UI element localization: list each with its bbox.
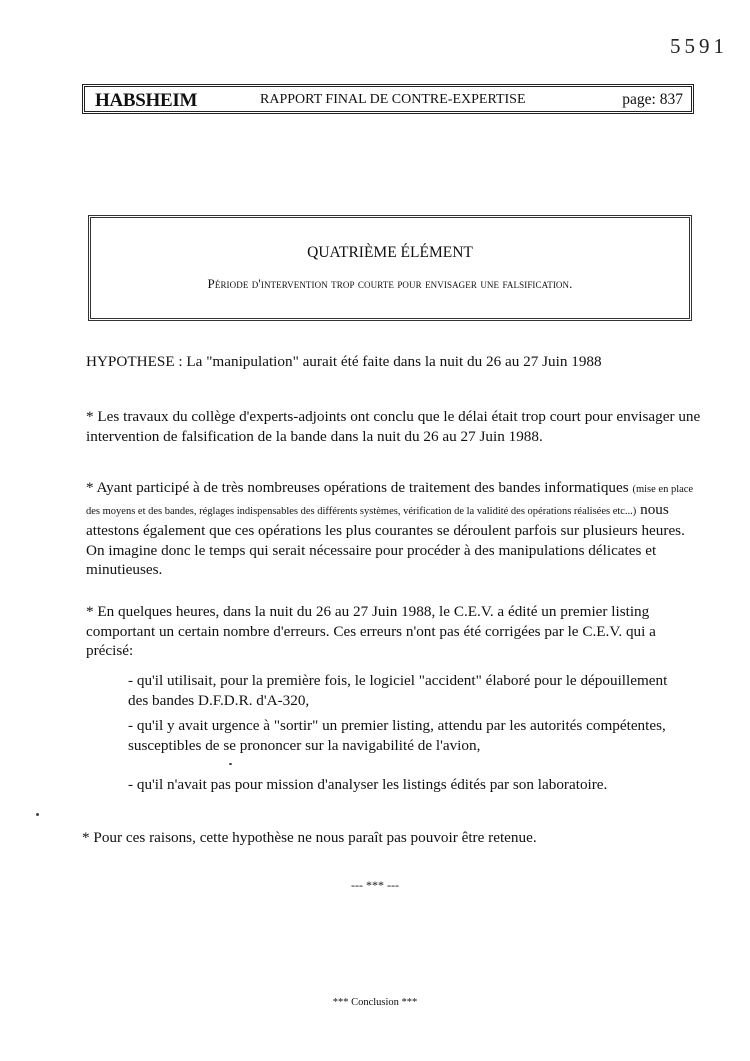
header-title: RAPPORT FINAL DE CONTRE-EXPERTISE: [260, 92, 526, 107]
section-title: QUATRIÈME ÉLÉMENT: [307, 244, 473, 261]
section-subtitle: Période d'intervention trop courte pour envisager une falsification.: [207, 276, 573, 291]
paragraph-2-start: * Ayant participé à de très nombreuses opérations de traitement des bandes informatiques: [86, 479, 633, 496]
header-brand: HABSHEIM: [95, 90, 198, 111]
bullet-item: - qu'il n'avait pas pour mission d'analyser les listings édités par son laboratoire.: [128, 776, 608, 793]
header-page-number: page: 837: [622, 91, 683, 108]
scan-speck: [36, 813, 39, 816]
bullet-item: - qu'il y avait urgence à "sortir" un premier listing, attendu par les autorités compétentes, susceptibles de se prononcer sur la navigabilité de l'avion,: [128, 717, 666, 754]
document-number: 5591: [670, 34, 728, 58]
section-title-box: [88, 215, 692, 321]
paragraph-2-end: nous attestons également que ces opérations les plus courantes se déroulent parfois sur plusieurs heures. On imagine donc le temps qui serait nécessaire pour procéder à des manipulations délicates et minutieuses.: [86, 500, 685, 578]
paragraph-2-aside: (mise en place des moyens et des bandes, réglages indispensables des différents systèmes, vérification de la validité des opérations réalisées etc...): [86, 484, 694, 517]
bullet-item: - qu'il utilisait, pour la première fois, le logiciel "accident" élaboré pour le dépouillement des bandes D.F.D.R. d'A-320,: [128, 672, 668, 709]
paragraph-3: * En quelques heures, dans la nuit du 26 au 27 Juin 1988, le C.E.V. a édité un premier listing comportant un certain nombre d'erreurs. Ces erreurs n'ont pas été corrigées par le C.E.V. qui a précisé:: [86, 603, 656, 659]
paragraph-2: [86, 478, 706, 580]
scan-speck: [229, 763, 232, 765]
page-footer: *** Conclusion ***: [332, 997, 418, 1008]
separator: --- *** ---: [351, 878, 399, 892]
paragraph-1: * Les travaux du collège d'experts-adjoints ont conclu que le délai était trop court pour envisager une intervention de falsification de la bande dans la nuit du 26 au 27 Juin 1988.: [86, 408, 701, 445]
hypothesis-line: HYPOTHESE : La "manipulation" aurait été faite dans la nuit du 26 au 27 Juin 1988: [86, 353, 602, 370]
conclusion-paragraph: * Pour ces raisons, cette hypothèse ne nous paraît pas pouvoir être retenue.: [82, 829, 537, 846]
page-header: [82, 84, 694, 114]
